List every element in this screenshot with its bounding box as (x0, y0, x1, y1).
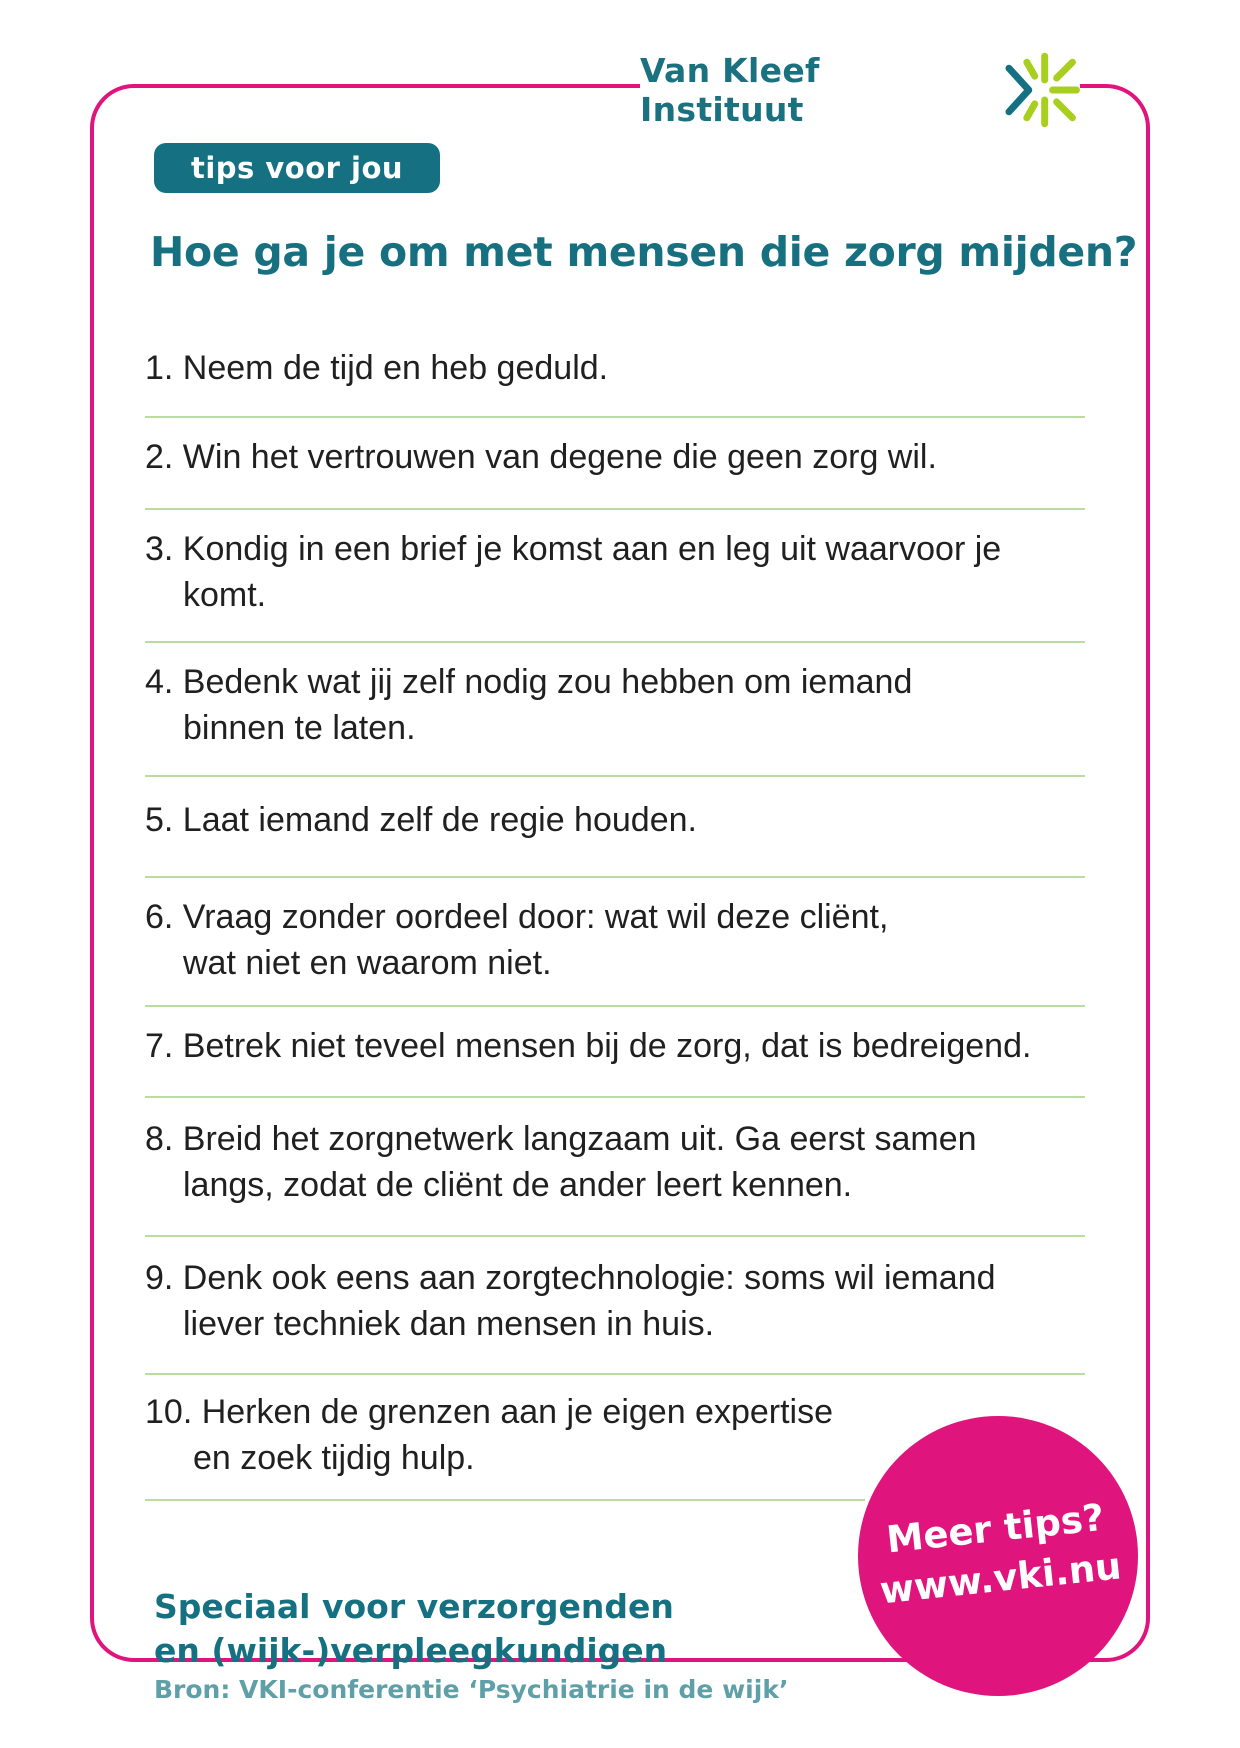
tip-text: 7. Betrek niet teveel mensen bij de zorg, dat is bedreigend. (145, 1027, 1032, 1065)
audience-line: Speciaal voor verzorgenden (154, 1587, 674, 1626)
tip-text: 9. Denk ook eens aan zorgtechnologie: soms wil iemand (145, 1259, 996, 1297)
tip-text-continued: en zoek tijdig hulp. (193, 1439, 475, 1477)
tip-text: 6. Vraag zonder oordeel door: wat wil deze cliënt, (145, 898, 889, 936)
list-item (145, 1007, 1085, 1098)
tips-tag (154, 143, 440, 193)
website-link[interactable]: www.vki.nu (877, 1544, 1124, 1613)
tips-tag-label: tips voor jou (190, 151, 404, 185)
list-item (145, 1375, 865, 1501)
tip-text: 3. Kondig in een brief je komst aan en leg uit waarvoor je (145, 530, 1002, 568)
tip-text-continued: komt. (183, 576, 267, 614)
list-item (145, 1098, 1085, 1237)
source-note: Bron: VKI-conferentie ‘Psychiatrie in de wijk’ (154, 1675, 789, 1704)
list-item (145, 878, 1085, 1007)
tip-text-continued: binnen te laten. (183, 709, 416, 747)
tip-text: 1. Neem de tijd en heb geduld. (145, 349, 609, 387)
list-item (145, 1237, 1085, 1375)
tips-list (145, 345, 1085, 1501)
tip-text-continued: langs, zodat de cliënt de ander leert kennen. (183, 1166, 853, 1204)
tip-text-continued: liever techniek dan mensen in huis. (183, 1305, 715, 1343)
list-item (145, 345, 1085, 418)
vki-star-logo-icon (1001, 50, 1080, 130)
page-title: Hoe ga je om met mensen die zorg mijden? (150, 228, 1138, 276)
audience-line: en (wijk-)verpleegkundigen (154, 1631, 668, 1670)
logo-text: Van Kleef Instituut (640, 51, 820, 129)
more-tips-badge (858, 1416, 1138, 1696)
tip-text: 4. Bedenk wat jij zelf nodig zou hebben om iemand (145, 663, 913, 701)
tip-text: 5. Laat iemand zelf de regie houden. (145, 801, 697, 839)
list-item (145, 510, 1085, 643)
tip-text: 10. Herken de grenzen aan je eigen expertise (145, 1393, 834, 1431)
list-item (145, 418, 1085, 510)
audience-note (154, 1585, 874, 1673)
tip-text: 8. Breid het zorgnetwerk langzaam uit. Ga eerst samen (145, 1120, 977, 1158)
list-item (145, 643, 1085, 777)
badge-line: Meer tips? (884, 1495, 1107, 1562)
logo (640, 48, 1080, 132)
list-item (145, 777, 1085, 878)
tip-text: 2. Win het vertrouwen van degene die geen zorg wil. (145, 438, 937, 476)
tip-text-continued: wat niet en waarom niet. (183, 944, 552, 982)
